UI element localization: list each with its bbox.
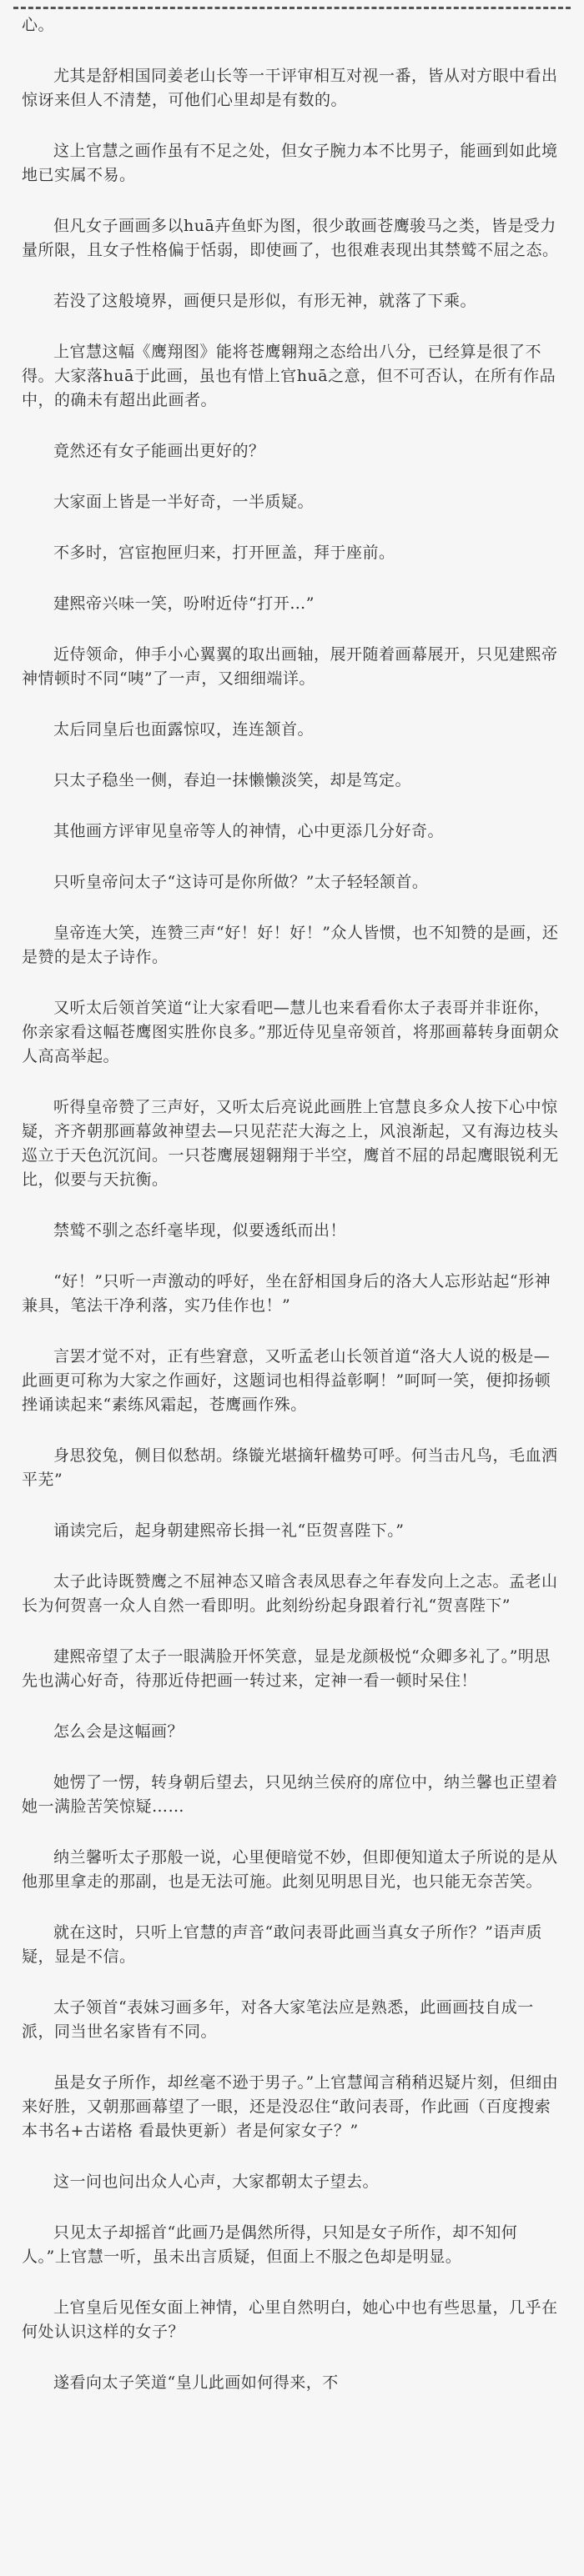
- paragraph: 上官皇后见侄女面上神情，心里自然明白，她心中也有些思量，几乎在何处认识这样的女子？: [22, 2298, 558, 2341]
- paragraph: 上官慧这幅《鹰翔图》能将苍鹰翱翔之态给出八分，已经算是很了不得。大家落huā于此画，虽也有惜上官huā之意，但不可否认，在所有作品中，的确未有超出此画者。: [22, 343, 556, 409]
- paragraph: 言罢才觉不对，正有些窘意，又听孟老山长领首道“洛大人说的极是—此画更可称为大家之作画好，这题词也相得益彰啊！”呵呵一笑，便抑扬顿挫诵读起来“素练风霜起，苍鹰画作殊。: [22, 1347, 551, 1414]
- paragraph: 但凡女子画画多以huā卉鱼虾为图，很少敢画苍鹰骏马之类，皆是受力量所限，且女子性格偏于恬弱，即使画了，也很难表现出其禁鹫不屈之态。: [22, 217, 559, 259]
- paragraph: 听得皇帝赞了三声好，又听太后亮说此画胜上官慧良多众人按下心中惊疑，齐齐朝那画幕敛神望去—只见茫茫大海之上，风浪渐起，又有海边枝头巡立于天色沉沉间。一只苍鹰展翅翱翔于半空，鹰首不屈的昂起鹰眼锐利无比，似要与天抗衡。: [22, 1098, 559, 1189]
- document-body: [22, 13, 562, 2395]
- paragraph: 这一问也问出众人心声，大家都朝太子望去。: [53, 2173, 380, 2191]
- paragraph: 其他画方评审见皇帝等人的神情，心中更添几分好奇。: [53, 822, 445, 840]
- paragraph: 若没了这般境界，画便只是形似，有形无神，就落了下乘。: [53, 292, 477, 310]
- paragraph: 不多时，宫宦抱匣归来，打开匣盖，拜于座前。: [53, 544, 395, 562]
- paragraph: 近侍领命，伸手小心翼翼的取出画轴，展开随着画幕展开，只见建熙帝神情顿时不同“咦”了一声，又细细端详。: [22, 645, 558, 688]
- paragraph: 纳兰馨听太子那般一说，心里便暗觉不妙，但即便知道太子所说的是从他那里拿走的那副，也是无法可施。此刻见明思目光，也只能无奈苦笑。: [22, 1848, 558, 1891]
- paragraph: 建熙帝望了太子一眼满脸开怀笑意，显是龙颜极悦“众卿多礼了。”明思先也满心好奇，待那近侍把画一转过来，定神一看一顿时呆住！: [22, 1647, 551, 1690]
- paragraph: 太后同皇后也面露惊叹，连连颔首。: [53, 720, 315, 739]
- paragraph: 身思狡兔，侧目似愁胡。绦镟光堪摘轩楹势可呼。何当击凡鸟，毛血洒平芜”: [22, 1446, 558, 1489]
- paragraph: 只见太子却摇首“此画乃是偶然所得，只知是女子所作，却不知何人。”上官慧一听，虽未出言质疑，但面上不服之色却是明显。: [22, 2223, 518, 2266]
- paragraph: 尤其是舒相国同姜老山长等一干评审相互对视一番，皆从对方眼中看出惊讶来但人不清楚，可他们心里却是有数的。: [22, 67, 558, 109]
- paragraph: 皇帝连大笑，连赞三声“好！好！好！”众人皆惯，也不知赞的是画，还是赞的是太子诗作。: [22, 924, 559, 966]
- paragraph: 就在这时，只听上官慧的声音“敢问表哥此画当真女子所作？”语声质疑，显是不信。: [22, 1923, 542, 1966]
- paragraph: 怎么会是这幅画？: [53, 1722, 184, 1741]
- paragraph: 虽是女子所作，却丝毫不逊于男子。”上官慧闻言稍稍迟疑片刻，但细由来好胜，又朝那画幕望了一眼，还是没忍住“敢问表哥，作此画（百度搜索本书名+古诺格 看最快更新）者是何家女子？”: [22, 2073, 559, 2140]
- paragraph: 竟然还有女子能画出更好的？: [53, 442, 265, 460]
- top-dashed-rule: [13, 7, 571, 9]
- paragraph: 大家面上皆是一半好奇，一半质疑。: [53, 493, 315, 511]
- paragraph: 又听太后领首笑道“让大家看吧—慧儿也来看看你太子表哥并非诳你，你亲家看这幅苍鹰图实胜你良多。”那近侍见皇帝领首，将那画幕转身面朝众人高高举起。: [22, 999, 560, 1065]
- paragraph: 太子此诗既赞鹰之不屈神态又暗含表凤思春之年春发向上之志。孟老山长为何贺喜一众人自然一看即明。此刻纷纷起身跟着行礼“贺喜陛下”: [22, 1572, 558, 1615]
- paragraph: 建熙帝兴味一笑，吩咐近侍“打开…”: [53, 594, 315, 613]
- paragraph: 只听皇帝问太子“这诗可是你所做？”太子轻轻颔首。: [53, 873, 429, 891]
- paragraph: 心。: [22, 16, 55, 34]
- paragraph: 这上官慧之画作虽有不足之处，但女子腕力本不比男子，能画到如此境地已实属不易。: [22, 142, 558, 184]
- paragraph: 遂看向太子笑道“皇儿此画如何得来，不: [53, 2373, 339, 2392]
- paragraph: 她愣了一愣，转身朝后望去，只见纳兰侯府的席位中，纳兰馨也正望着她一满脸苦笑惊疑……: [22, 1773, 558, 1816]
- paragraph: 诵读完后，起身朝建熙帝长揖一礼“臣贺喜陛下。”: [53, 1521, 405, 1540]
- paragraph: 禁鹫不驯之态纤毫毕现，似要透纸而出！: [53, 1221, 347, 1240]
- paragraph: 太子领首“表妹习画多年，对各大家笔法应是熟悉，此画画技自成一派，同当世名家皆有不同。: [22, 1998, 534, 2041]
- paragraph: “好！”只听一声激动的呼好，坐在舒相国身后的洛大人忘形站起“形神兼具，笔法干净利落，实乃佳作也！”: [22, 1272, 551, 1315]
- paragraph: 只太子稳坐一侧，春迫一抹懒懒淡笑，却是笃定。: [53, 771, 412, 789]
